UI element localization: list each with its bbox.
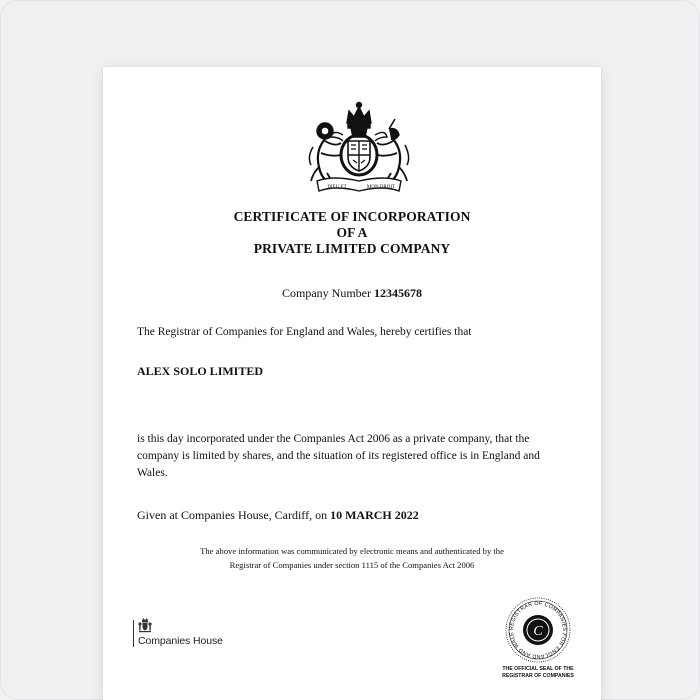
given-date: 10 MARCH 2022 [330,508,419,522]
company-number-value: 12345678 [374,286,422,300]
logo-divider [133,620,134,647]
authentication-footnote [103,544,601,572]
company-name: ALEX SOLO LIMITED [137,364,264,378]
seal-monogram: C [533,624,543,639]
certificate-title [103,209,601,257]
incorporation-statement: is this day incorporated under the Companies Act 2006 as a private company, that the company is limited by shares, and the situation of its registered office is in England and Wales. [137,433,540,479]
company-number-label: Company Number [282,286,371,300]
given-prefix: Given at Companies House, Cardiff, on [137,508,328,522]
footnote-line: Registrar of Companies under section 1115 of the Companies Act 2006 [229,560,475,570]
seal-caption-line: THE OFFICIAL SEAL OF THE [502,666,574,672]
title-line: CERTIFICATE OF INCORPORATION [233,209,471,224]
given-statement [137,507,567,524]
title-line: PRIVATE LIMITED COMPANY [253,241,451,256]
companies-house-logo-text: Companies House [138,635,223,647]
small-crest-icon [138,617,152,633]
crest-motto-right: MON DROIT [366,185,396,190]
seal-ring-text: REGISTRAR OF COMPANIES FOR ENGLAND AND WALE [508,600,568,660]
certifies-statement: The Registrar of Companies for England and Wales, hereby certifies that [137,326,472,338]
certificate-page [103,67,601,700]
title-line: OF A [336,225,368,240]
seal-caption-line: REGISTRAR OF COMPANIES [502,672,574,679]
royal-coat-of-arms-icon [303,101,415,193]
seal-caption [488,666,588,679]
crest-motto-left: DIEU ET [327,185,347,190]
companies-house-logo [133,617,263,649]
footnote-line: The above information was communicated by electronic means and authenticated by the [200,546,504,556]
registrar-seal-icon [503,595,573,665]
company-number-line [103,286,601,301]
